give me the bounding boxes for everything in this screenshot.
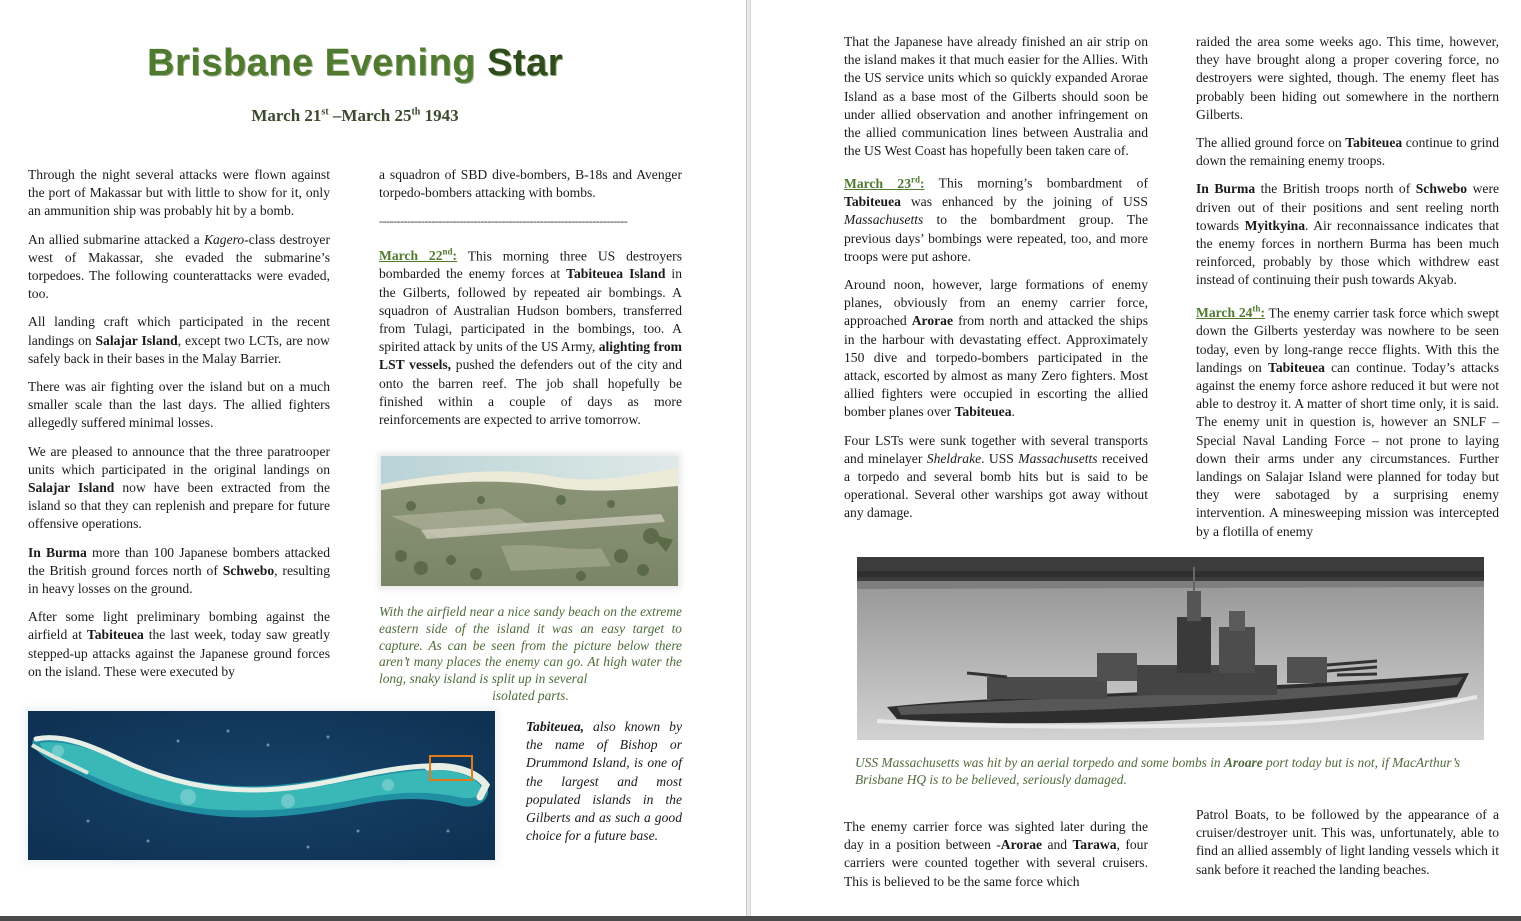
ship-photo-caption <box>855 755 1490 789</box>
date-heading-colon: : <box>452 248 458 264</box>
text-run: This morning’s bombardment of <box>924 175 1148 191</box>
date-start-sup: st <box>321 106 329 118</box>
tabiteuea-note <box>526 718 682 845</box>
uss-massachusetts-photo <box>857 557 1484 740</box>
issue-dates <box>0 106 710 126</box>
paragraph <box>844 432 1148 523</box>
date-heading-sup: nd <box>442 246 453 257</box>
place-name: Tabiteuea <box>954 404 1012 420</box>
date-heading <box>379 248 457 263</box>
airfield-photo-graphic <box>381 456 678 586</box>
place-name: In Burma <box>28 544 87 560</box>
caption-text: port today but is not, if MacArthur’s Brisbane HQ is to be believed, seriously damaged. <box>855 755 1461 787</box>
text-run: The allied ground force on <box>1196 135 1346 151</box>
text-run: from north and attacked the ships in the harbour with devastating effect. Approximately 150 dive and torpedo-bombers participated in the attack, escorted by almost as many Zero fighters. Most allied fighters were occupied in escorting the allied bomber planes over <box>844 313 1148 420</box>
place-name: Tabiteuea <box>86 627 144 643</box>
title-accent: Star <box>487 42 563 84</box>
place-name: Tabiteuea Island <box>566 266 666 282</box>
paragraph: a squadron of SBD dive-bombers, B-18s and Avenger torpedo-bombers attacking with bombs. <box>379 167 682 201</box>
emphasis: alighting from LST vessels, <box>379 339 682 373</box>
paragraph <box>1196 300 1499 541</box>
place-name: Aroare <box>1223 755 1263 770</box>
text-run: After some light preliminary bombing against the airfield at <box>28 609 330 643</box>
article-column-right-4 <box>1196 806 1499 889</box>
text-run: . Air reconnaissance indicates that the enemy forces in northern Burma has been much reinforced, probably by those which withdrew east instead of continuing their push towards Akyab. <box>1196 217 1500 288</box>
date-heading <box>844 176 925 191</box>
text-run: pushed the defenders out of the city and onto the barren reef. The job shall hopefully be finished within a couple of days as more reinforcements are expected to arrive tomorrow. <box>379 357 682 427</box>
caption-last-line: isolated parts. <box>492 687 569 703</box>
date-start: March 21 <box>251 106 322 125</box>
text-run: This morning three US destroyers bombarded the enemy forces at <box>379 248 682 282</box>
ship-name: Massachusetts <box>844 212 924 228</box>
date-end: March 25 <box>341 106 412 125</box>
date-heading-sup: th <box>1252 303 1261 314</box>
article-column-right-1 <box>844 33 1148 533</box>
date-heading-text: March 24 <box>1196 305 1253 321</box>
text-run: Around noon, however, large formations of enemy planes, obviously from an enemy carrier force, approached <box>844 276 1148 329</box>
section-divider: ----------------------------------------------------------------------- <box>379 214 628 229</box>
text-run: received a torpedo and several bomb hits but is said to be operational. Several other warships got away without any damage. <box>844 450 1149 521</box>
text-run: now have been extracted from the island so that they can replenish and prepare for future offensive operations. <box>28 480 331 532</box>
text-run: Four LSTs were sunk together with several transports and minelayer <box>844 432 1148 466</box>
paragraph <box>28 544 330 599</box>
paragraph: Patrol Boats, to be followed by the appearance of a cruiser/destroyer unit. This was, unfortunately, able to find an allied assembly of light landing vessels which it sank before it reached the landing beaches. <box>1196 807 1499 877</box>
text-run: . <box>1011 404 1015 420</box>
date-end-sup: th <box>411 106 421 118</box>
place-name: In Burma <box>1196 181 1256 197</box>
text-run: the British troops north of <box>1255 181 1416 197</box>
paragraph <box>28 608 330 681</box>
article-column-left-2 <box>379 166 682 439</box>
place-name: Tabiteuea, <box>526 719 585 734</box>
text-run: the last week, today saw greatly stepped-up attacks against the Japanese ground forces on the island. These were executed by <box>28 627 330 679</box>
text-run: . USS <box>981 450 1019 466</box>
place-name: Arorae <box>1000 837 1043 853</box>
text-run: All landing craft which participated in the recent landings on <box>28 314 330 348</box>
place-name: Tabiteuea <box>1345 135 1403 151</box>
article-column-left-1 <box>28 166 330 691</box>
date-heading-colon: : <box>920 175 925 191</box>
date-heading-sup: rd <box>911 174 920 185</box>
text-run: continue to grind down the remaining enemy troops. <box>1196 135 1499 169</box>
place-name: Myitkyina <box>1244 217 1306 233</box>
ship-name: Sheldrake <box>926 450 982 466</box>
text-run: , resulting in heavy losses on the ground. <box>28 562 330 597</box>
text-run: were driven out of their positions and sent reeling north towards <box>1196 181 1500 233</box>
paragraph <box>844 170 1148 266</box>
newspaper-title <box>0 42 710 85</box>
text-run: was enhanced by the joining of USS <box>900 194 1148 210</box>
place-name: Arorae <box>911 313 953 329</box>
paragraph <box>28 231 330 304</box>
paragraph <box>28 443 330 534</box>
paragraph <box>379 243 682 430</box>
text-run: also known by the name of Bishop or Drummond Island, is one of the largest and most populated islands in the Gilberts and as such a good choice for a future base. <box>526 719 682 844</box>
date-heading-text: March 22 <box>379 248 443 264</box>
paragraph <box>28 313 330 368</box>
text-run: The enemy carrier task force which swept down the Gilberts yesterday was nowhere to be seen today, even by long-range recce flights. With this the landings on <box>1196 305 1499 375</box>
atoll-photo-graphic <box>28 711 495 860</box>
article-column-right-3 <box>844 818 1148 901</box>
text-run: more than 100 Japanese bombers attacked the British ground forces north of <box>28 544 330 578</box>
ship-name: Massachusetts <box>1018 450 1098 466</box>
place-name: Schwebo <box>1415 181 1468 197</box>
tabiteuea-satellite-photo <box>28 711 495 860</box>
paragraph: raided the area some weeks ago. This time, however, they have brought along a proper covering force, no destroyers were sighted, though. The enemy fleet has probably been hiding out somewhere in the northern Gilberts. <box>1196 34 1499 122</box>
paragraph <box>1196 180 1499 289</box>
paragraph <box>1196 134 1499 170</box>
date-heading-text: March 23 <box>844 175 911 191</box>
text-run: , except two LCTs, are now safely back in their bases in the Malay Barrier. <box>28 332 330 366</box>
place-name: Tabiteuea <box>844 194 901 210</box>
paragraph: There was air fighting over the island but on a much smaller scale than the last days. The allied fighters allegedly suffered minimal losses. <box>28 379 330 431</box>
date-heading-colon: : <box>1260 305 1265 321</box>
caption-text: USS Massachusetts was hit by an aerial torpedo and some bombs in <box>855 755 1224 770</box>
place-name: Tabiteuea <box>1268 359 1325 375</box>
text-run: The enemy carrier force was sighted later during the day in a position between - <box>844 819 1148 853</box>
place-name: Salajar Island <box>28 480 115 496</box>
date-year: 1943 <box>420 106 459 125</box>
paragraph: That the Japanese have already finished an air strip on the island makes it that much easier for the Allies. With the US service units which so quickly expanded Arorae Island as a base most of the Gilberts should soon be under allied observation and another infringement on the allied communication lines between Australia and the US West Coast has hopefully been taken care of. <box>844 34 1148 159</box>
paragraph <box>844 276 1148 422</box>
ship-class: Kagero <box>203 231 245 247</box>
place-name: Tarawa <box>1072 837 1117 853</box>
caption-text: With the airfield near a nice sandy beach on the extreme eastern side of the island it was an easy target to capture. As can be seen from the picture below there aren’t many places the enemy can go. At high water the long, snaky island is split up in several <box>379 604 682 687</box>
date-separator: – <box>328 106 342 125</box>
text-run: -class destroyer west of Makassar, she evaded the submarine’s torpedoes. The following counterattacks were evaded, too. <box>28 231 330 302</box>
battleship-photo-graphic <box>857 557 1484 740</box>
place-name: Schwebo <box>222 562 275 578</box>
bottom-edge-bar <box>0 916 1521 921</box>
paragraph <box>844 818 1148 891</box>
date-heading <box>1196 305 1265 320</box>
text-run: in the Gilberts, followed by repeated air bombings. A squadron of Australian Hudson bombers, transferred from Tulagi, participated in the bombings, too. A spirited attack by units of the US Army, <box>379 266 682 355</box>
text-run: We are pleased to announce that the three paratrooper units which participated in the original landings on <box>28 443 330 477</box>
place-name: Salajar Island <box>95 332 178 348</box>
text-run: , four carriers were counted together with several cruisers. This is believed to be the same force which <box>844 837 1148 889</box>
text-run: to the bombardment group. The previous days’ bombings were repeated, too, and more troops were put ashore. <box>844 212 1148 264</box>
title-main: Brisbane Evening <box>147 42 476 84</box>
text-run: can continue. Today’s attacks against the enemy force ashore reduced it but were not able to destroy it. A matter of short time only, it is said. The enemy unit in question is, however an SNLF – Special Naval Landing Force – not prone to laying down their arms under any circumstances. Further landings on Salajar Island were planned for today but they were sabotaged by a surprising enemy intervention. A minesweeping mission was intercepted by a flotilla of enemy <box>1196 359 1499 539</box>
airfield-aerial-photo <box>381 456 678 586</box>
paragraph: Through the night several attacks were flown against the port of Makassar but with little to show for it, only an ammunition ship was probably hit by a bomb. <box>28 167 330 219</box>
airfield-photo-caption <box>379 604 682 705</box>
left-page <box>0 0 746 916</box>
text-run: An allied submarine attacked a <box>28 231 204 247</box>
article-column-right-2 <box>1196 33 1499 551</box>
text-run: and <box>1042 837 1073 853</box>
